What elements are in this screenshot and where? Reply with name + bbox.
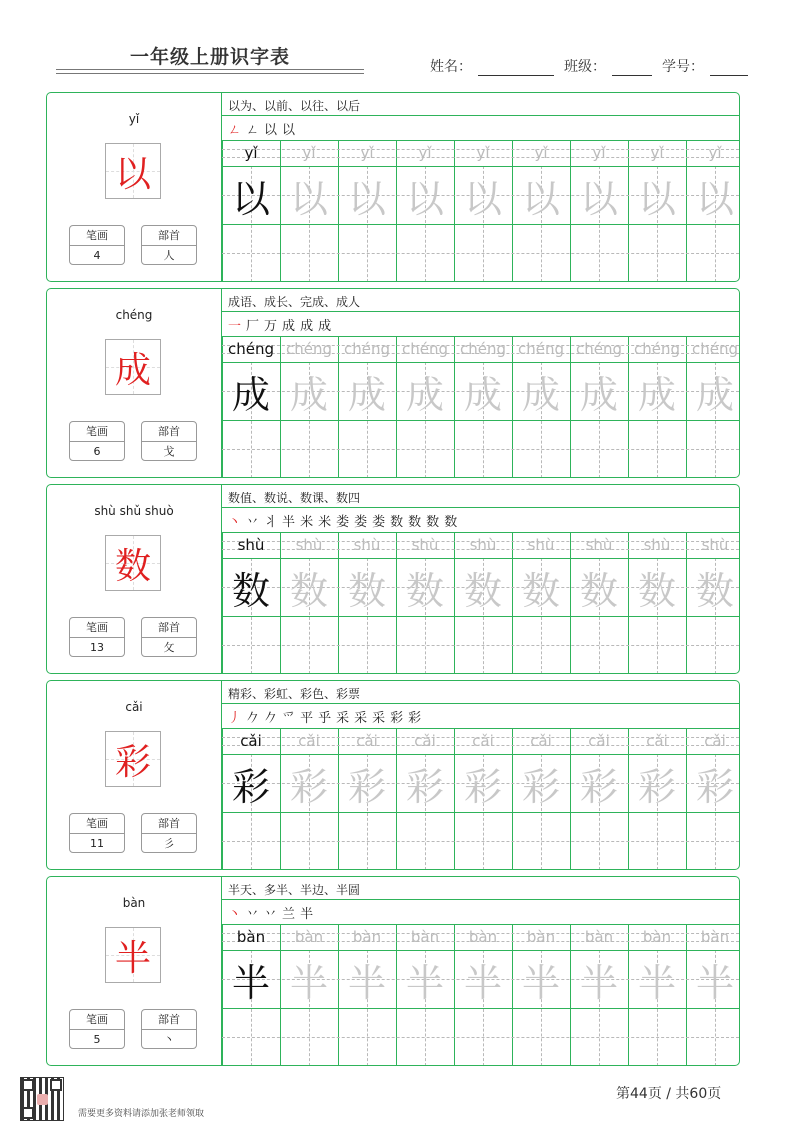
radical-label: 部首 [142, 422, 196, 442]
trace-pinyin: chéng [575, 340, 622, 358]
stroke-step: 半 [300, 906, 314, 922]
trace-pinyin: cǎi [646, 732, 668, 750]
practice-panel [222, 681, 739, 869]
trace-character[interactable]: 半 [637, 960, 676, 1005]
model-pinyin: yǐ [244, 144, 258, 162]
trace-character[interactable]: 成 [405, 372, 444, 417]
qr-code-icon [20, 1077, 64, 1121]
strokes-value: 5 [93, 1033, 101, 1046]
character-box [105, 535, 161, 591]
trace-character[interactable]: 数 [347, 568, 386, 613]
trace-pinyin: shù [643, 536, 671, 554]
trace-character[interactable]: 数 [695, 568, 734, 613]
trace-pinyin: yǐ [476, 144, 490, 162]
model-pinyin: chéng [227, 340, 274, 358]
trace-pinyin: chéng [517, 340, 564, 358]
trace-pinyin: shù [585, 536, 613, 554]
stroke-step: 丿 [228, 710, 242, 726]
strokes-label: 笔画 [70, 814, 124, 834]
stroke-step: 娄 [336, 514, 350, 530]
trace-pinyin: bàn [352, 928, 382, 946]
word-examples: 半天、多半、半边、半圆 [228, 883, 361, 897]
strokes-box [69, 617, 125, 657]
trace-character[interactable]: 半 [347, 960, 386, 1005]
radical-label: 部首 [142, 1010, 196, 1030]
character-info-panel [47, 877, 222, 1065]
trace-character[interactable]: 彩 [463, 764, 502, 809]
trace-pinyin: cǎi [472, 732, 494, 750]
trace-character[interactable]: 以 [579, 176, 618, 221]
model-character: 以 [231, 176, 270, 221]
number-blank[interactable] [710, 59, 748, 76]
trace-character[interactable]: 半 [405, 960, 444, 1005]
practice-panel [222, 289, 739, 477]
strokes-label: 笔画 [70, 422, 124, 442]
trace-pinyin: shù [527, 536, 555, 554]
model-character: 数 [231, 568, 270, 613]
footer-note: 需要更多资料请添加张老师领取 [78, 1109, 205, 1119]
stroke-step: 成 [318, 318, 332, 334]
trace-character[interactable]: 以 [347, 176, 386, 221]
trace-pinyin: bàn [294, 928, 324, 946]
stroke-order [228, 313, 336, 335]
model-character: 半 [231, 960, 270, 1005]
stroke-step: 万 [264, 318, 278, 334]
trace-character[interactable]: 以 [463, 176, 502, 221]
trace-pinyin: yǐ [708, 144, 722, 162]
stroke-step: 丷 [264, 906, 278, 922]
trace-pinyin: yǐ [592, 144, 606, 162]
trace-pinyin: bàn [584, 928, 614, 946]
practice-grid [222, 140, 739, 282]
trace-pinyin: chéng [459, 340, 506, 358]
trace-pinyin: chéng [691, 340, 738, 358]
trace-pinyin: chéng [343, 340, 390, 358]
model-pinyin: shù [237, 536, 265, 554]
number-label: 学号： [662, 59, 704, 75]
stroke-step: 娄 [372, 514, 386, 530]
trace-pinyin: shù [411, 536, 439, 554]
character-card [46, 92, 740, 282]
class-label: 班级： [564, 59, 606, 75]
stroke-step: 采 [372, 710, 386, 726]
practice-grid [222, 728, 739, 870]
page-title: 一年级上册识字表 [130, 46, 291, 68]
trace-character[interactable]: 成 [347, 372, 386, 417]
trace-pinyin: chéng [285, 340, 332, 358]
trace-character[interactable]: 成 [579, 372, 618, 417]
trace-pinyin: bàn [526, 928, 556, 946]
name-label: 姓名： [430, 59, 472, 75]
main-character: 成 [114, 349, 151, 391]
page-number: 第44页 / 共60页 [616, 1086, 722, 1102]
trace-character[interactable]: 半 [289, 960, 328, 1005]
trace-pinyin: cǎi [356, 732, 378, 750]
stroke-step: 采 [336, 710, 350, 726]
model-character: 彩 [231, 764, 270, 809]
character-card [46, 484, 740, 674]
stroke-step: 数 [426, 514, 440, 530]
trace-character[interactable]: 成 [695, 372, 734, 417]
trace-character[interactable]: 以 [637, 176, 676, 221]
character-info-panel [47, 93, 222, 281]
number-field[interactable] [662, 56, 748, 76]
stroke-step: 厂 [246, 318, 260, 334]
trace-character[interactable]: 成 [521, 372, 560, 417]
trace-character[interactable]: 半 [463, 960, 502, 1005]
radical-box [141, 617, 197, 657]
character-pinyin: chéng [115, 308, 153, 322]
trace-character[interactable]: 数 [289, 568, 328, 613]
trace-pinyin: shù [469, 536, 497, 554]
character-box [105, 143, 161, 199]
trace-character[interactable]: 以 [405, 176, 444, 221]
name-field[interactable] [430, 56, 554, 76]
stroke-step: 彩 [390, 710, 404, 726]
model-character: 成 [231, 372, 270, 417]
radical-value: 戈 [163, 445, 175, 458]
trace-pinyin: yǐ [650, 144, 664, 162]
strokes-label: 笔画 [70, 226, 124, 246]
trace-pinyin: bàn [468, 928, 498, 946]
trace-character[interactable]: 半 [579, 960, 618, 1005]
stroke-step: 乎 [318, 710, 332, 726]
trace-character[interactable]: 数 [637, 568, 676, 613]
trace-pinyin: yǐ [302, 144, 316, 162]
trace-character[interactable]: 以 [695, 176, 734, 221]
model-pinyin: cǎi [240, 732, 262, 750]
trace-character[interactable]: 彩 [347, 764, 386, 809]
stroke-step: 以 [264, 122, 278, 138]
stroke-step: 米 [318, 514, 332, 530]
title-underline-2 [56, 73, 364, 74]
trace-character[interactable]: 成 [637, 372, 676, 417]
main-character: 以 [114, 153, 151, 195]
character-box [105, 927, 161, 983]
character-pinyin: bàn [122, 896, 146, 910]
trace-pinyin: shù [353, 536, 381, 554]
character-box [105, 731, 161, 787]
trace-character[interactable]: 半 [695, 960, 734, 1005]
stroke-step: 娄 [354, 514, 368, 530]
trace-pinyin: chéng [633, 340, 680, 358]
trace-character[interactable]: 数 [521, 568, 560, 613]
word-examples: 数值、数说、数课、数四 [228, 491, 361, 505]
character-box [105, 339, 161, 395]
character-card [46, 288, 740, 478]
practice-panel [222, 877, 739, 1065]
radical-value: 丶 [163, 1033, 175, 1046]
trace-character[interactable]: 以 [521, 176, 560, 221]
stroke-step: ㄥ [228, 122, 242, 138]
trace-pinyin: cǎi [530, 732, 552, 750]
stroke-step: ㄥ [246, 122, 260, 138]
stroke-step: 数 [444, 514, 458, 530]
word-examples: 成语、成长、完成、成人 [228, 295, 361, 309]
practice-grid [222, 336, 739, 478]
practice-grid [222, 924, 739, 1066]
trace-character[interactable]: 彩 [579, 764, 618, 809]
trace-pinyin: yǐ [360, 144, 374, 162]
stroke-step: 半 [282, 514, 296, 530]
trace-character[interactable]: 数 [463, 568, 502, 613]
radical-value: 人 [163, 249, 175, 262]
main-character: 数 [114, 545, 151, 587]
radical-box [141, 813, 197, 853]
stroke-order [228, 117, 300, 139]
strokes-box [69, 813, 125, 853]
trace-character[interactable]: 彩 [637, 764, 676, 809]
strokes-box [69, 1009, 125, 1049]
trace-pinyin: cǎi [298, 732, 320, 750]
stroke-order [228, 705, 426, 727]
trace-character[interactable]: 成 [463, 372, 502, 417]
trace-pinyin: chéng [401, 340, 448, 358]
stroke-order [228, 901, 318, 923]
trace-character[interactable]: 成 [289, 372, 328, 417]
model-pinyin: bàn [236, 928, 266, 946]
radical-label: 部首 [142, 226, 196, 246]
radical-label: 部首 [142, 618, 196, 638]
trace-pinyin: cǎi [704, 732, 726, 750]
trace-character[interactable]: 数 [579, 568, 618, 613]
strokes-value: 6 [93, 445, 101, 458]
stroke-step: 丬 [264, 514, 278, 530]
word-examples: 以为、以前、以往、以后 [228, 99, 361, 113]
strokes-label: 笔画 [70, 618, 124, 638]
main-character: 半 [114, 937, 151, 979]
stroke-step: 𠂊 [246, 710, 260, 726]
radical-box [141, 225, 197, 265]
strokes-value: 4 [93, 249, 101, 262]
practice-panel [222, 485, 739, 673]
class-blank[interactable] [612, 59, 652, 76]
practice-grid [222, 532, 739, 674]
trace-character[interactable]: 彩 [289, 764, 328, 809]
character-pinyin: yǐ [128, 112, 140, 126]
character-pinyin: cǎi [125, 700, 143, 714]
trace-pinyin: shù [295, 536, 323, 554]
stroke-step: 一 [228, 318, 242, 334]
trace-pinyin: bàn [642, 928, 672, 946]
radical-label: 部首 [142, 814, 196, 834]
stroke-step: 丷 [246, 906, 260, 922]
trace-pinyin: cǎi [588, 732, 610, 750]
stroke-step: 丷 [246, 514, 260, 530]
character-info-panel [47, 289, 222, 477]
stroke-step: 采 [354, 710, 368, 726]
trace-pinyin: bàn [700, 928, 730, 946]
strokes-value: 13 [90, 641, 104, 654]
stroke-step: 丶 [228, 906, 242, 922]
character-info-panel [47, 485, 222, 673]
trace-character[interactable]: 半 [521, 960, 560, 1005]
stroke-step: 数 [390, 514, 404, 530]
name-blank[interactable] [478, 59, 554, 76]
trace-pinyin: shù [701, 536, 729, 554]
student-fields [430, 56, 758, 76]
trace-character[interactable]: 彩 [521, 764, 560, 809]
word-examples: 精彩、彩虹、彩色、彩票 [228, 687, 361, 701]
practice-panel [222, 93, 739, 281]
stroke-step: 彩 [408, 710, 422, 726]
trace-character[interactable]: 数 [405, 568, 444, 613]
trace-pinyin: bàn [410, 928, 440, 946]
title-underline [56, 69, 364, 70]
stroke-step: 𠂊 [264, 710, 278, 726]
strokes-label: 笔画 [70, 1010, 124, 1030]
character-card [46, 680, 740, 870]
radical-value: 攵 [163, 641, 175, 654]
stroke-step: 平 [300, 710, 314, 726]
strokes-value: 11 [90, 837, 104, 850]
stroke-step: 成 [282, 318, 296, 334]
character-info-panel [47, 681, 222, 869]
stroke-step: 成 [300, 318, 314, 334]
character-card [46, 876, 740, 1066]
stroke-step: 丶 [228, 514, 242, 530]
main-character: 彩 [114, 741, 151, 783]
character-pinyin: shù shǔ shuò [94, 504, 174, 518]
radical-box [141, 421, 197, 461]
stroke-order [228, 509, 462, 531]
radical-box [141, 1009, 197, 1049]
trace-character[interactable]: 彩 [405, 764, 444, 809]
trace-pinyin: cǎi [414, 732, 436, 750]
radical-value: 彡 [163, 837, 175, 850]
stroke-step: 米 [300, 514, 314, 530]
stroke-step: 兰 [282, 906, 296, 922]
trace-pinyin: yǐ [534, 144, 548, 162]
strokes-box [69, 421, 125, 461]
stroke-step: 数 [408, 514, 422, 530]
trace-character[interactable]: 彩 [695, 764, 734, 809]
trace-character[interactable]: 以 [289, 176, 328, 221]
trace-pinyin: yǐ [418, 144, 432, 162]
stroke-step: 以 [282, 122, 296, 138]
stroke-step: 爫 [282, 710, 296, 726]
strokes-box [69, 225, 125, 265]
class-field[interactable] [564, 56, 652, 76]
